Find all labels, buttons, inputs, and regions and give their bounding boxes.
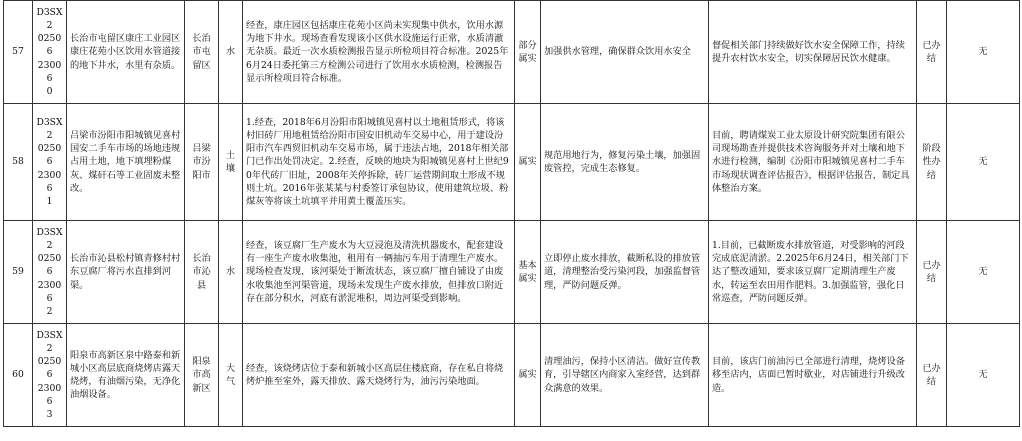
accountability: 无 bbox=[947, 324, 1020, 427]
verification-judgement: 基本属实 bbox=[515, 221, 541, 324]
administrative-region: 吕梁市汾阳市 bbox=[185, 104, 219, 221]
case-code-line: 02506 bbox=[37, 143, 62, 168]
case-code-line: 23006 bbox=[37, 59, 62, 84]
row-number: 60 bbox=[4, 324, 33, 427]
case-code-line: 23006 bbox=[37, 279, 62, 304]
table-row bbox=[4, 104, 1020, 221]
case-code-line: D3SX2 bbox=[36, 7, 63, 32]
case-code-line: D3SX2 bbox=[36, 330, 63, 355]
rectification-measures: 加强供水管理，确保群众饮用水安全 bbox=[541, 1, 709, 104]
row-number: 57 bbox=[4, 1, 33, 104]
complaint-title: 阳泉市高新区泉中路泰和新城小区高层底商烧烤店露天烧烤，有油烟污染，无净化油烟设备。 bbox=[67, 324, 185, 427]
case-code-line: 02506 bbox=[37, 253, 62, 278]
case-code-line: 02506 bbox=[37, 356, 62, 381]
completion-status: 已办结 bbox=[917, 221, 947, 324]
row-number: 58 bbox=[4, 104, 33, 221]
accountability: 无 bbox=[947, 104, 1020, 221]
case-code-line: 1 bbox=[46, 195, 53, 207]
rectification-measures: 规范用地行为，修复污染土壤，加强固废管控，完成生态修复。 bbox=[541, 104, 709, 221]
pollution-type: 水 bbox=[219, 221, 243, 324]
investigation-findings: 1.经查，2018年6月汾阳市阳城镇见喜村以土地租赁形式，将该村旧砖厂用地租赁给汾阳市国安旧机动车交易中心，用于建设汾阳市汽车西贸旧机动车交易市场，属于违法占地，2018年相关部门已作出处罚决定。2.经查，反映的地块为阳城镇见喜村上世纪90年代砖厂旧址，2008年关停拆除，砖厂运营期间取土形成不规则土坑。2016年张某某与村委签订承包协议，使用建筑垃圾、粉煤灰等将该土坑填平并用黄土覆盖压实。 bbox=[243, 104, 515, 221]
investigation-findings: 经查，康庄园区包括康庄花苑小区尚未实现集中供水，饮用水源为地下井水。现场查看发现该小区供水设施运行正常，水质清澈无杂质。最近一次水质检测报告显示所检项目符合标准。2025年6月24日委托第三方检测公司进行了饮用水水质检测，检测报告显示所检项目符合标准。 bbox=[243, 1, 515, 104]
completion-status: 已办结 bbox=[917, 324, 947, 427]
case-code-line: 02506 bbox=[37, 33, 62, 58]
case-code bbox=[33, 324, 67, 427]
accountability: 无 bbox=[947, 221, 1020, 324]
investigation-findings: 经查，该烧烤店位于泰和新城小区高层住楼底商，存在私自将烧烤炉推至室外，露天排放、露天烧烤行为，油污污染地面。 bbox=[243, 324, 515, 427]
case-code bbox=[33, 221, 67, 324]
rectification-measures: 清理油污，保持小区清洁。做好宣传教育，引导辖区内商家入室经营，达到群众满意的效果。 bbox=[541, 324, 709, 427]
complaint-title: 长治市沁县松村镇青修村村东豆腐厂将污水直排到河渠。 bbox=[67, 221, 185, 324]
case-code-line: 23006 bbox=[37, 382, 62, 407]
pollution-type: 土壤 bbox=[219, 104, 243, 221]
completion-status: 阶段性办结 bbox=[917, 104, 947, 221]
rectification-progress: 1.目前，已截断废水排放管道，对受影响的河段完成底泥清淤。2.2025年6月24日，相关部门下达了整改通知，要求该豆腐厂定期清理生产废水，转运至农田用作肥料。3.加强监管，强化日常巡查，严防问题反弹。 bbox=[709, 221, 917, 324]
complaint-table bbox=[3, 0, 1020, 427]
case-code-line: 0 bbox=[46, 85, 53, 97]
complaint-title: 长治市屯留区康庄工业园区康庄花苑小区饮用水管道接的地下井水，水里有杂质。 bbox=[67, 1, 185, 104]
row-number: 59 bbox=[4, 221, 33, 324]
case-code-line: 3 bbox=[46, 408, 53, 420]
case-code-line: 2 bbox=[46, 305, 53, 317]
completion-status: 已办结 bbox=[917, 1, 947, 104]
rectification-progress: 督促相关部门持续做好饮水安全保障工作，持续提升农村饮水安全，切实保障居民饮水健康。 bbox=[709, 1, 917, 104]
case-code bbox=[33, 104, 67, 221]
pollution-type: 水 bbox=[219, 1, 243, 104]
administrative-region: 长治市沁县 bbox=[185, 221, 219, 324]
case-code-line: D3SX2 bbox=[36, 117, 63, 142]
case-code-line: D3SX2 bbox=[36, 227, 63, 252]
investigation-findings: 经查，该豆腐厂生产废水为大豆浸泡及清洗机器废水，配套建设有一座生产废水收集池，租用有一辆抽污车用于清理生产废水。现场检查发现，该河渠处于断流状态，该豆腐厂擅自铺设了由废水收集池至河渠管道，现场未发现生产废水排放，但排放口附近存在部分积水，河底有淤泥堆积，周边河渠受到影响。 bbox=[243, 221, 515, 324]
rectification-measures: 立即停止废水排放，截断私设的排放管道，清理整治受污染河段，加强监督管理，严防问题反弹。 bbox=[541, 221, 709, 324]
verification-judgement: 属实 bbox=[515, 104, 541, 221]
rectification-progress: 目前，聘请煤炭工业太原设计研究院集团有限公司现场勘查并提供技术咨询服务并对土壤和地下水进行检测，编制《汾阳市阳城镇见喜村二手车市场现状调查评估报告》，根据评估报告，制定具体整治方案。 bbox=[709, 104, 917, 221]
pollution-type: 大气 bbox=[219, 324, 243, 427]
case-code-line: 23006 bbox=[37, 169, 62, 194]
administrative-region: 阳泉市高新区 bbox=[185, 324, 219, 427]
administrative-region: 长治市屯留区 bbox=[185, 1, 219, 104]
accountability: 无 bbox=[947, 1, 1020, 104]
complaint-title: 吕梁市汾阳市阳城镇见喜村国安二手车市场的场地违规占用土地，地下填埋粉煤灰、煤矸石等工业固废未整改。 bbox=[67, 104, 185, 221]
table-row bbox=[4, 1, 1020, 104]
table-row bbox=[4, 221, 1020, 324]
rectification-progress: 目前，该店门前油污已全部进行清理，烧烤设备移至店内，店面已暂时歇业，对店铺进行升级改造。 bbox=[709, 324, 917, 427]
verification-judgement: 属实 bbox=[515, 324, 541, 427]
table-row bbox=[4, 324, 1020, 427]
case-code bbox=[33, 1, 67, 104]
verification-judgement: 部分属实 bbox=[515, 1, 541, 104]
